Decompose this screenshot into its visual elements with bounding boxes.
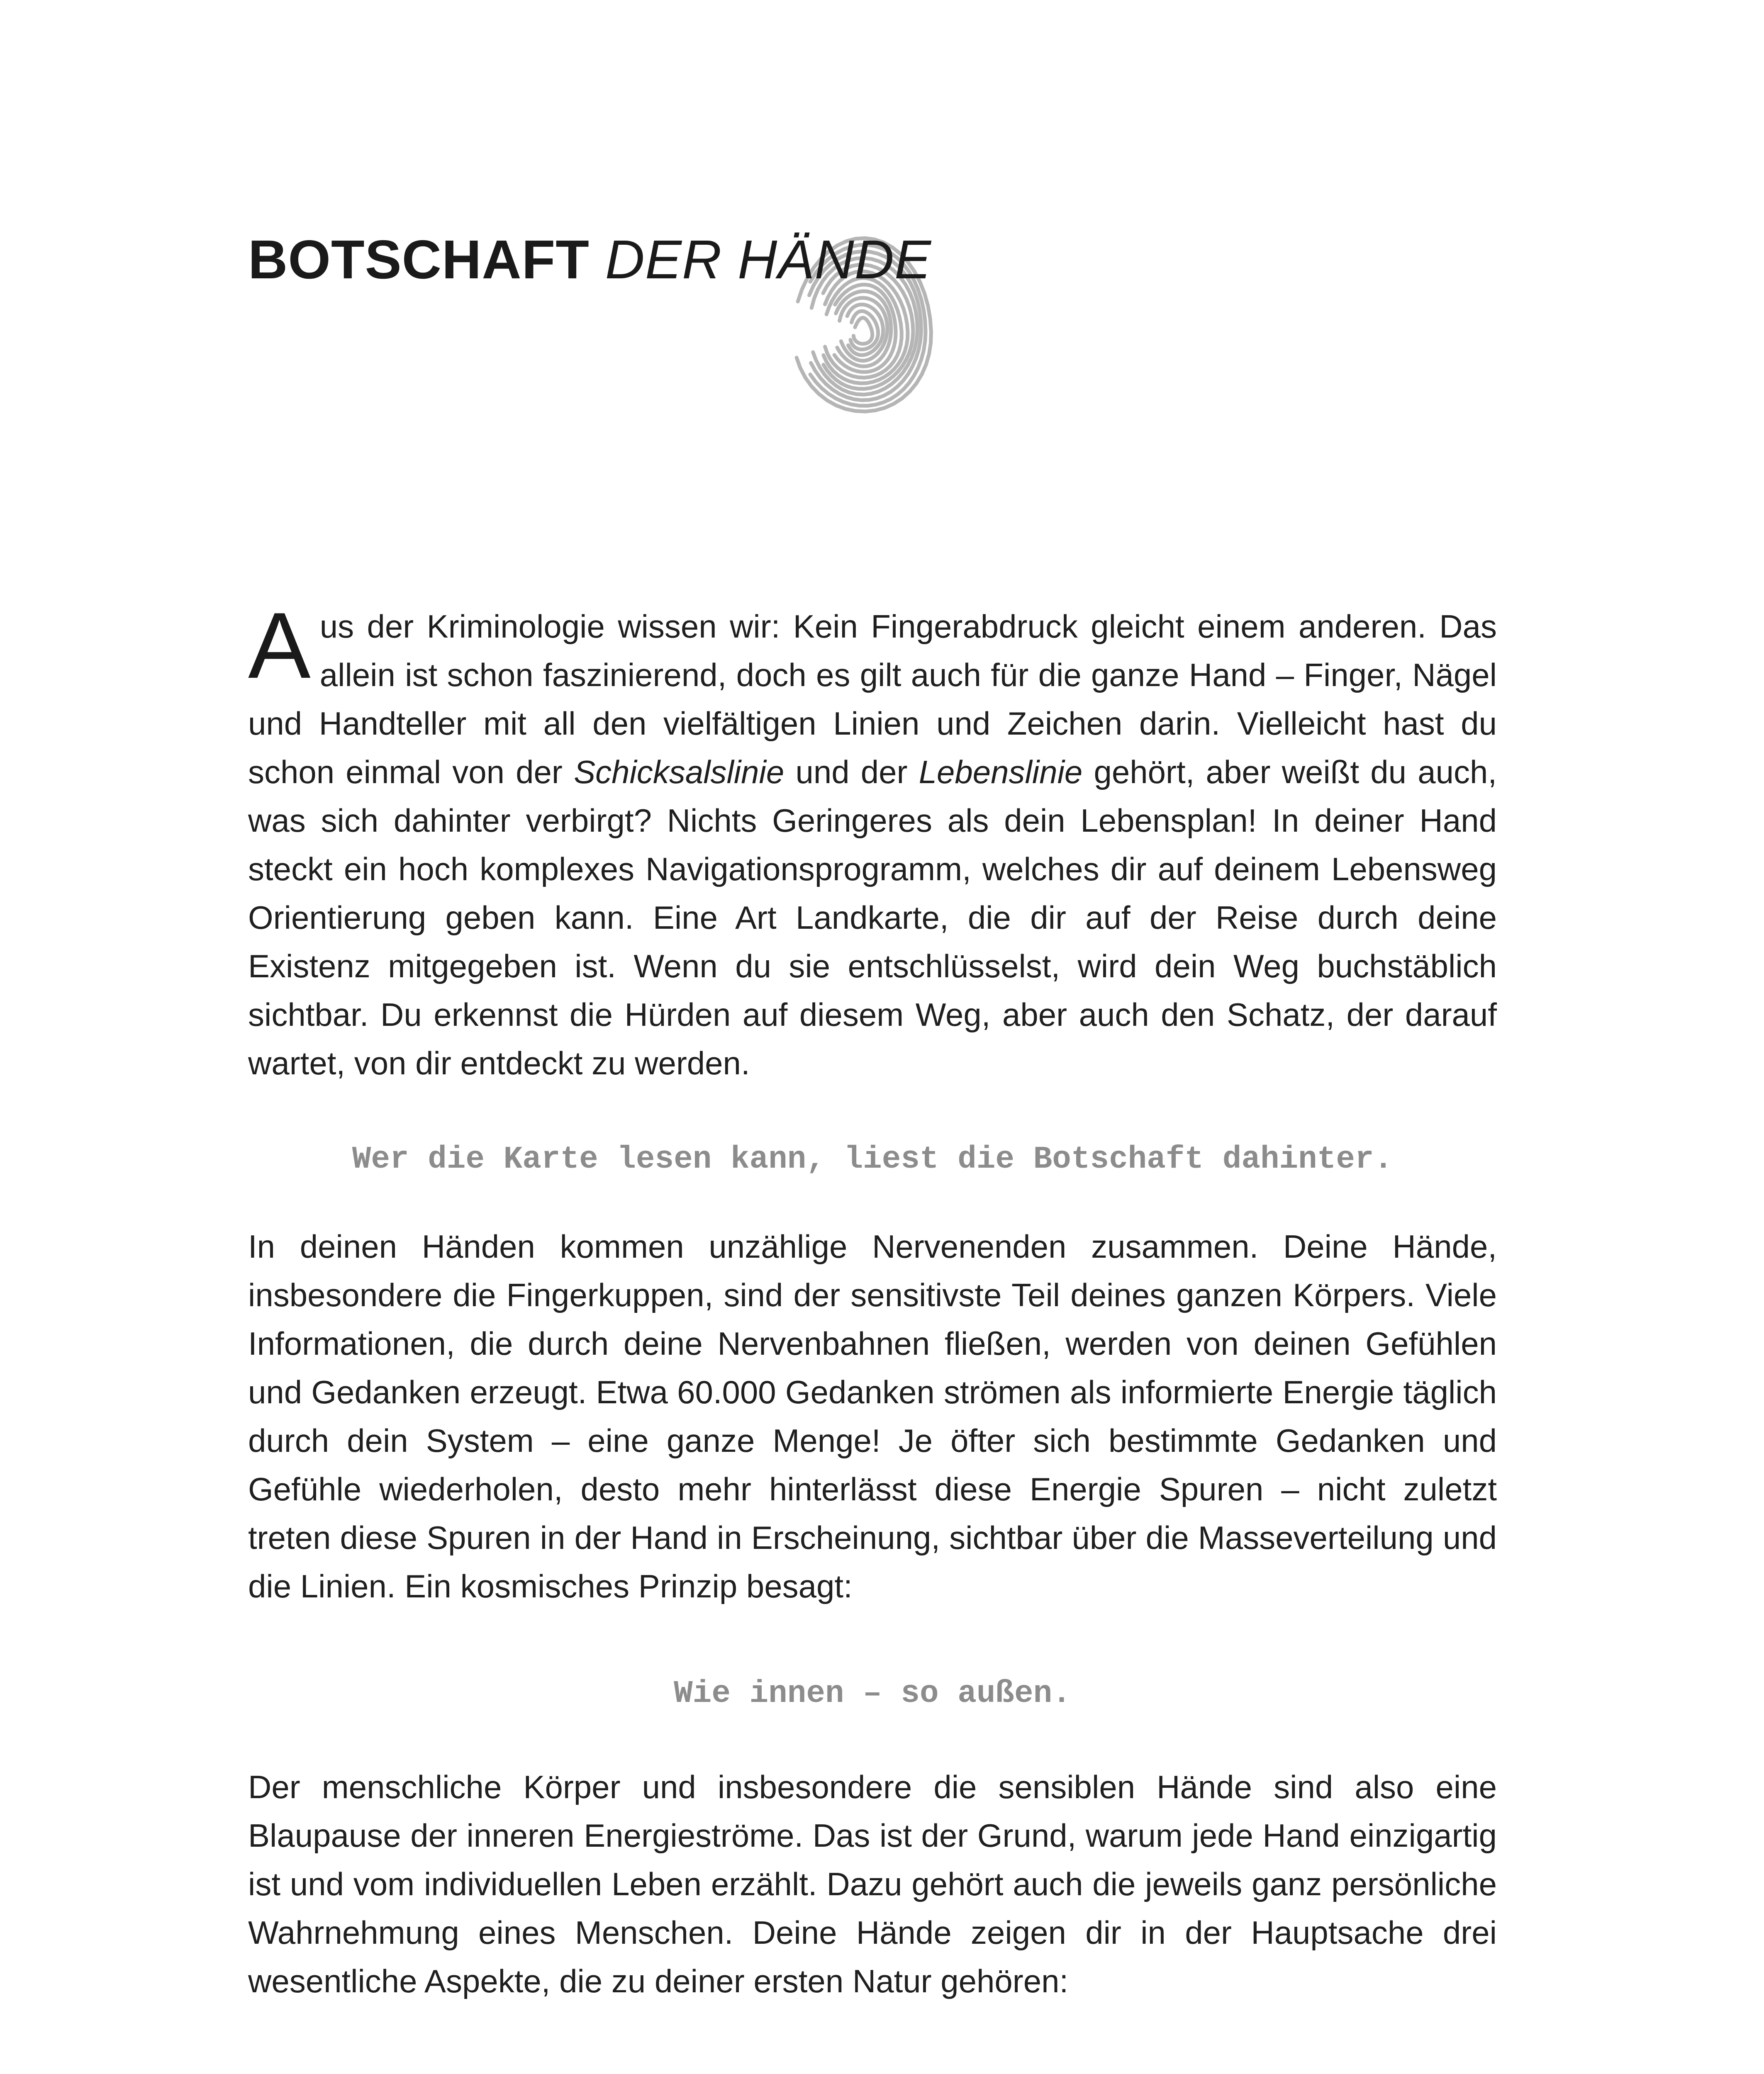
term-schicksalslinie: Schicksalslinie xyxy=(574,754,785,790)
paragraph-1 xyxy=(248,593,1497,1088)
pull-quote-2: Wie innen – so außen. xyxy=(674,1676,1071,1711)
paragraph-2: In deinen Händen kommen unzählige Nervenenden zusammen. Deine Hände, insbesondere die Fingerkuppen, sind der sensitivste Teil deines ganzen Körpers. Viele Informationen, die durch deine Nervenbahnen fließen, werden von deinen Gefühlen und Gedanken erzeugt. Etwa 60.000 Gedanken strömen als informierte Energie täglich durch dein System – eine ganze Menge! Je öfter sich bestimmte Gedanken und Gefühle wiederholen, desto mehr hinterlässt diese Energie Spuren – nicht zuletzt treten diese Spuren in der Hand in Erscheinung, sichtbar über die Masseverteilung und die Linien. Ein kosmisches Prinzip besagt: xyxy=(248,1228,1497,1604)
chapter-title-italic: DER HÄNDE xyxy=(605,229,932,290)
term-lebenslinie: Lebenslinie xyxy=(919,754,1083,790)
chapter-title xyxy=(248,229,932,290)
pull-quote-1: Wer die Karte lesen kann, liest die Botschaft dahinter. xyxy=(352,1142,1393,1177)
paragraph-1-text-c: gehört, aber weißt du auch, was sich dahinter verbirgt? Nichts Geringeres als dein Lebensplan! In deiner Hand steckt ein hoch komplexes Navigationsprogramm, welches dir auf deinem Lebensweg Orientierung geben kann. Eine Art Landkarte, die dir auf der Reise durch deine Existenz mitgegeben ist. Wenn du sie entschlüsselst, wird dein Weg buchstäblich sichtbar. Du erkennst die Hürden auf diesem Weg, aber auch den Schatz, der darauf wartet, von dir entdeckt zu werden. xyxy=(248,754,1497,1081)
paragraph-1-text-b: und der xyxy=(784,754,919,790)
fingerprint-ridge xyxy=(840,298,887,361)
paragraph-1-text-a: us der Kriminologie wissen wir: Kein Fingerabdruck gleicht einem anderen. Das allein ist schon faszinierend, doch es gilt auch für die ganze Hand – Finger, Nägel und Handteller mit all den vielfältigen Linien und Zeichen darin. Vielleicht hast du schon einmal von der xyxy=(248,608,1497,790)
paragraph-3: Der menschliche Körper und insbesondere die sensiblen Hände sind also eine Blaupause der inneren Energieströme. Das ist der Grund, warum jede Hand einzigartig ist und vom individuellen Leben erzählt. Dazu gehört auch die jeweils ganz persönliche Wahrnehmung eines Menschen. Deine Hände zeigen dir in der Hauptsache drei wesentliche Aspekte, die zu deiner ersten Natur gehören: xyxy=(248,1769,1497,1999)
chapter-title-bold: BOTSCHAFT xyxy=(248,229,590,290)
fingerprint-ridge xyxy=(853,318,872,344)
dropcap: A xyxy=(248,593,311,698)
